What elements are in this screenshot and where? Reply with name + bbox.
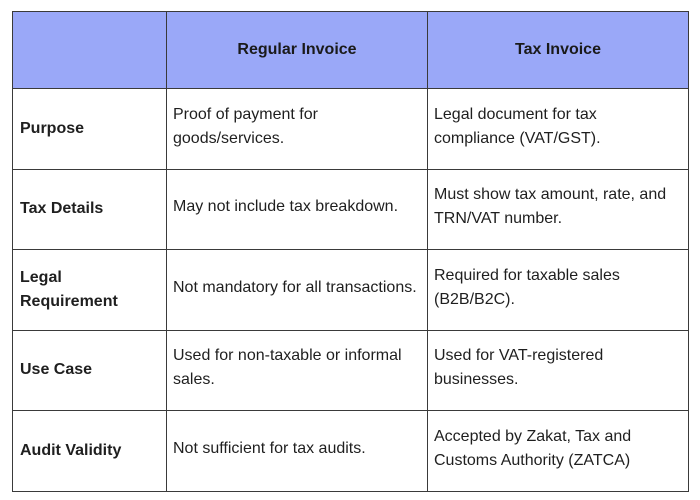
row-label: Purpose xyxy=(13,89,167,170)
tax-invoice-cell: Required for taxable sales (B2B/B2C). xyxy=(428,250,689,331)
regular-invoice-cell: Used for non-taxable or informal sales. xyxy=(167,330,428,411)
row-label: Legal Requirement xyxy=(13,250,167,331)
row-label: Tax Details xyxy=(13,169,167,250)
regular-invoice-cell: Proof of payment for goods/services. xyxy=(167,89,428,170)
table-row xyxy=(13,250,689,331)
regular-invoice-cell: May not include tax breakdown. xyxy=(167,169,428,250)
table-row xyxy=(13,169,689,250)
tax-invoice-cell: Accepted by Zakat, Tax and Customs Authority (ZATCA) xyxy=(428,411,689,492)
tax-invoice-cell: Legal document for tax compliance (VAT/GST). xyxy=(428,89,689,170)
row-label: Audit Validity xyxy=(13,411,167,492)
table-row xyxy=(13,411,689,492)
comparison-table-container xyxy=(12,11,689,492)
regular-invoice-cell: Not sufficient for tax audits. xyxy=(167,411,428,492)
table-row xyxy=(13,89,689,170)
invoice-comparison-table xyxy=(12,11,689,492)
header-regular-invoice: Regular Invoice xyxy=(167,12,428,89)
tax-invoice-cell: Used for VAT-registered businesses. xyxy=(428,330,689,411)
table-header-row xyxy=(13,12,689,89)
header-tax-invoice: Tax Invoice xyxy=(428,12,689,89)
regular-invoice-cell: Not mandatory for all transactions. xyxy=(167,250,428,331)
table-row xyxy=(13,330,689,411)
header-corner-cell xyxy=(13,12,167,89)
row-label: Use Case xyxy=(13,330,167,411)
tax-invoice-cell: Must show tax amount, rate, and TRN/VAT number. xyxy=(428,169,689,250)
